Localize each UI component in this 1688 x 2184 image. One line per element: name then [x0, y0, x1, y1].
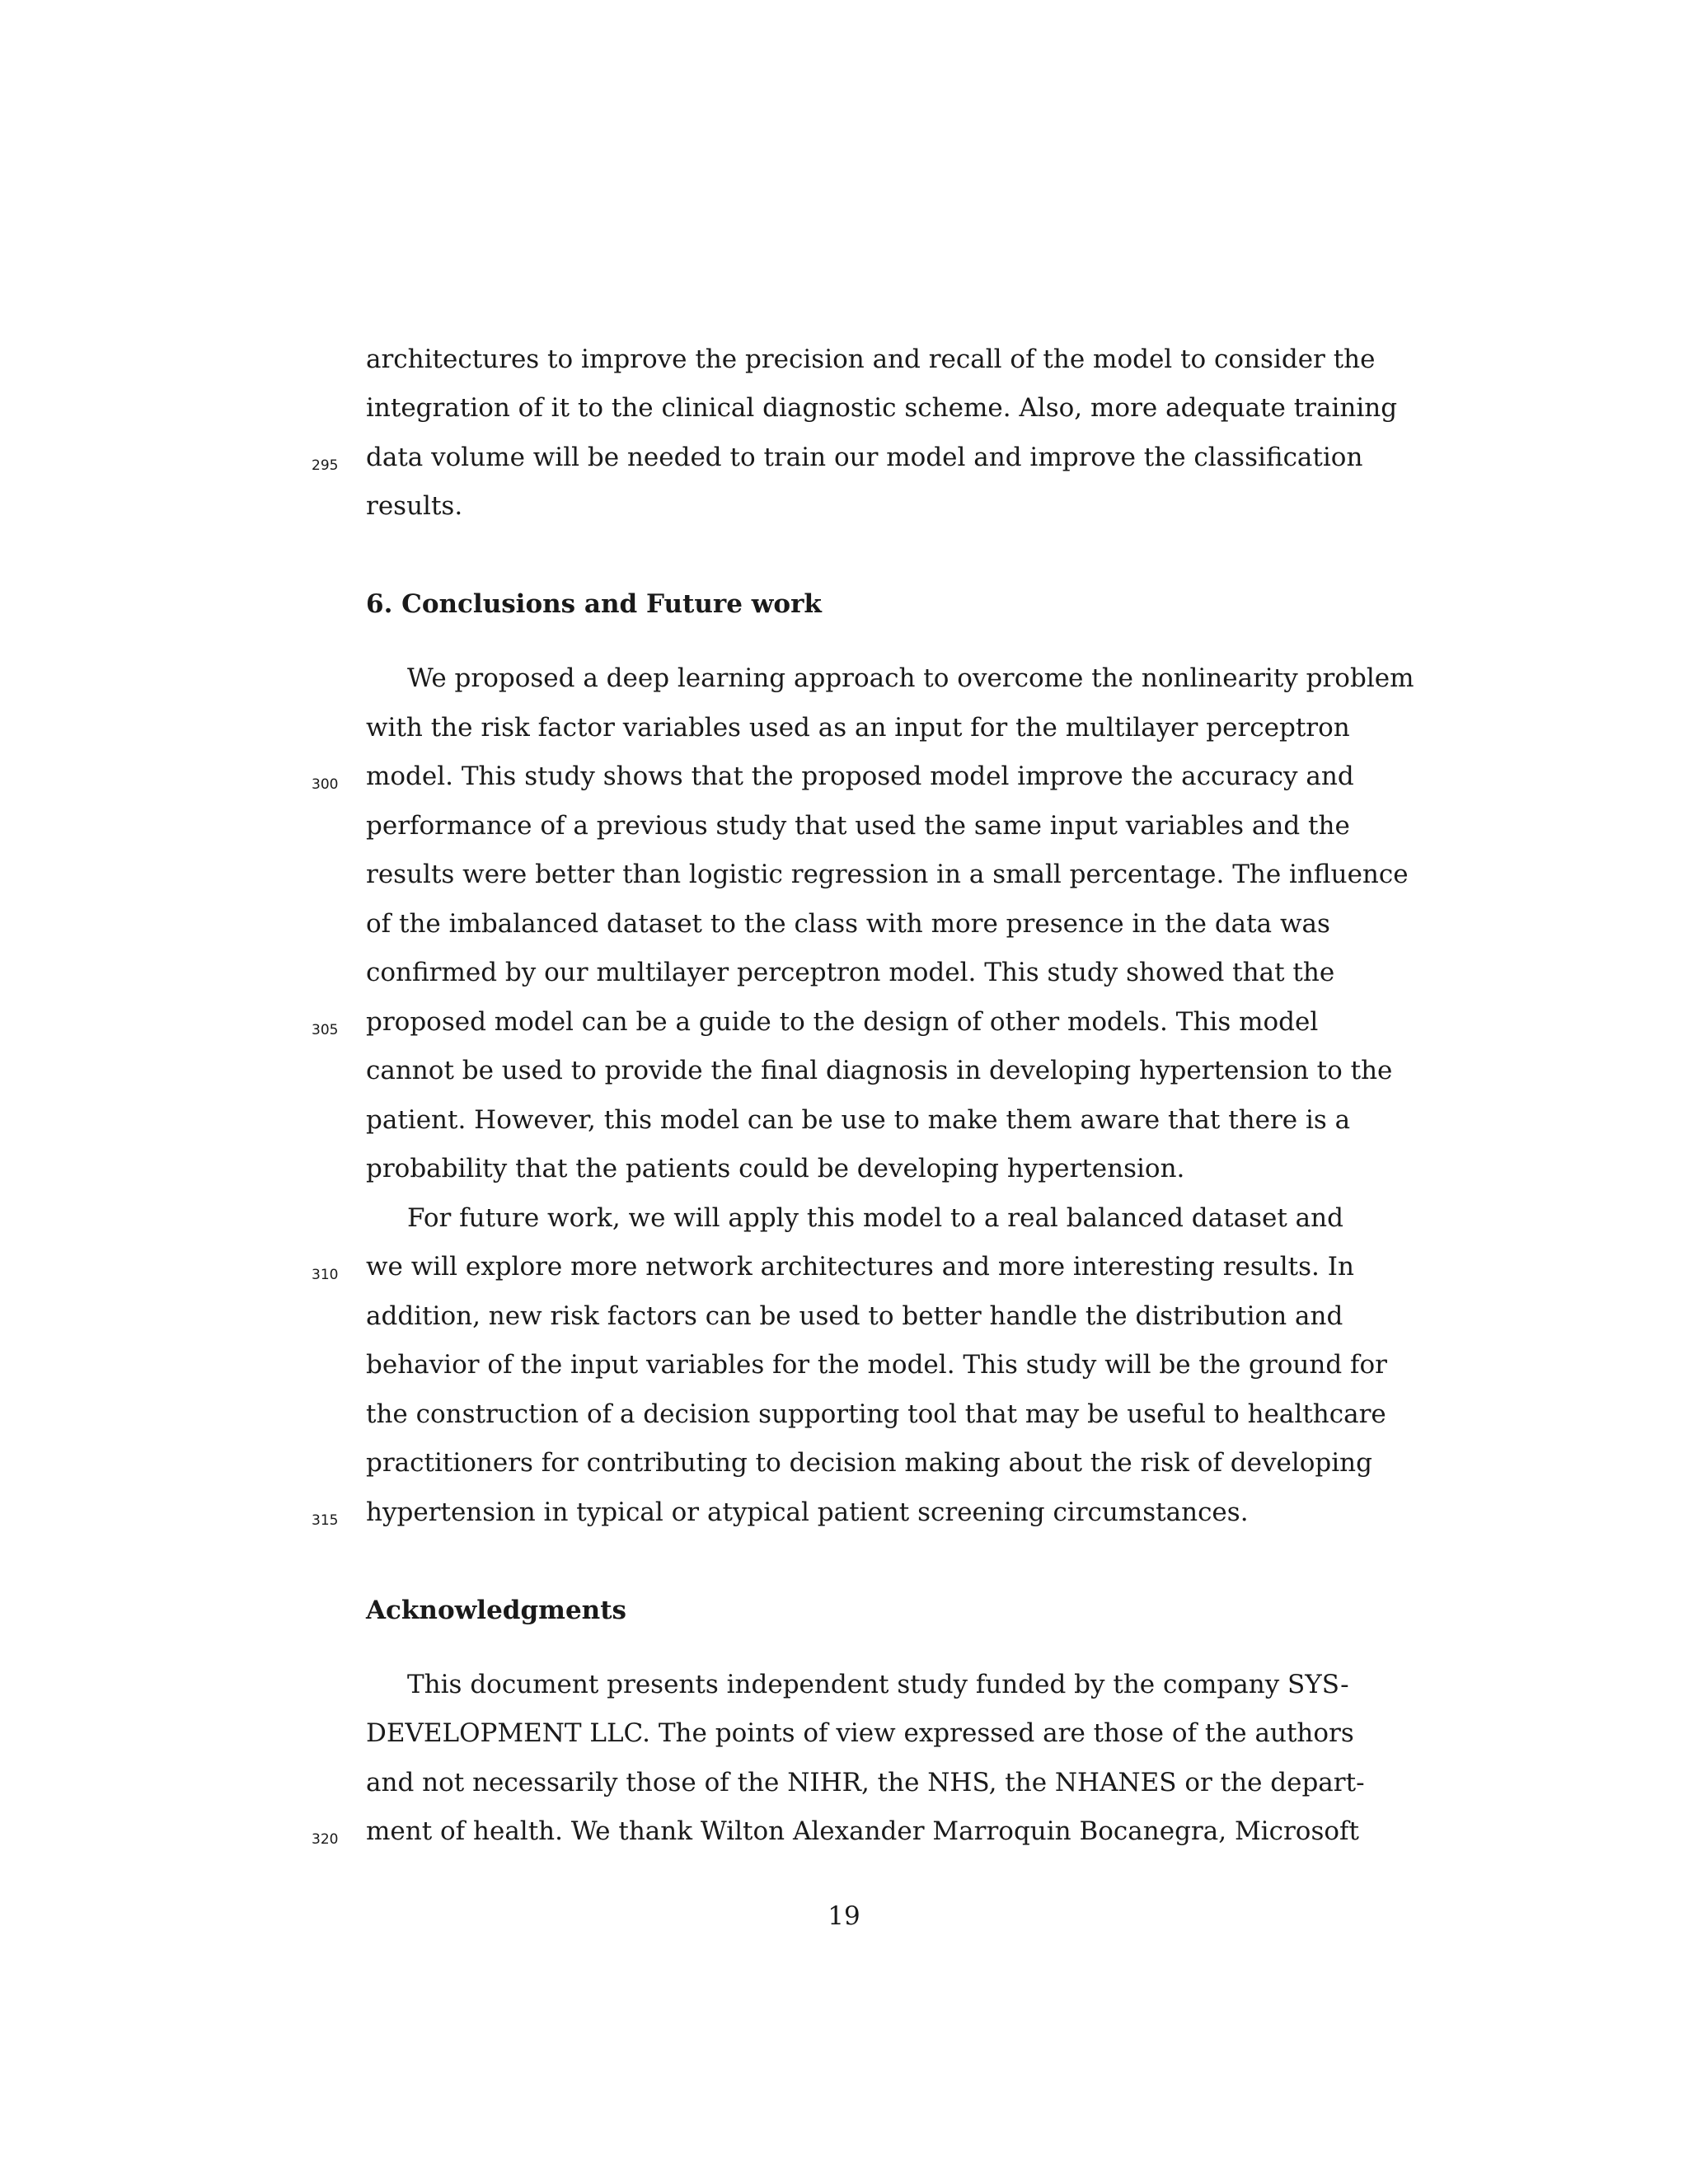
text-line: of the imbalanced dataset to the class with more presence in the data was: [366, 909, 1330, 939]
text-line: results were better than logistic regression in a small percentage. The influence: [366, 860, 1409, 889]
line-number: 320: [312, 1831, 339, 1848]
line-number: 305: [312, 1022, 339, 1038]
section-heading-acknowledgments: Acknowledgments: [366, 1596, 626, 1625]
text-line: results.: [366, 491, 463, 521]
line-number: 315: [312, 1512, 339, 1529]
text-line: DEVELOPMENT LLC. The points of view expressed are those of the authors: [366, 1718, 1354, 1748]
text-line: performance of a previous study that used the same input variables and the: [366, 811, 1350, 841]
text-line: cannot be used to provide the final diagnosis in developing hypertension to the: [366, 1056, 1393, 1085]
text-line: and not necessarily those of the NIHR, the NHS, the NHANES or the depart-: [366, 1768, 1365, 1797]
page-number: 19: [828, 1901, 860, 1931]
text-line: ment of health. We thank Wilton Alexander Marroquin Bocanegra, Microsoft: [366, 1816, 1359, 1846]
text-line: data volume will be needed to train our model and improve the classification: [366, 443, 1363, 472]
section-heading-conclusions: 6. Conclusions and Future work: [366, 589, 822, 619]
text-line: practitioners for contributing to decision making about the risk of developing: [366, 1448, 1372, 1478]
text-line: architectures to improve the precision and recall of the model to consider the: [366, 344, 1376, 374]
text-line: patient. However, this model can be use to make them aware that there is a: [366, 1105, 1351, 1135]
text-line: This document presents independent study funded by the company SYS-: [407, 1670, 1349, 1699]
text-line: we will explore more network architectures and more interesting results. In: [366, 1252, 1354, 1282]
text-line: We proposed a deep learning approach to overcome the nonlinearity problem: [407, 663, 1414, 693]
text-line: proposed model can be a guide to the design of other models. This model: [366, 1007, 1319, 1037]
line-number: 300: [312, 776, 339, 793]
text-line: confirmed by our multilayer perceptron model. This study showed that the: [366, 958, 1335, 987]
line-number: 310: [312, 1267, 339, 1283]
text-line: probability that the patients could be developing hypertension.: [366, 1154, 1185, 1183]
text-line: hypertension in typical or atypical patient screening circumstances.: [366, 1497, 1249, 1527]
text-line: integration of it to the clinical diagnostic scheme. Also, more adequate training: [366, 393, 1398, 423]
text-line: behavior of the input variables for the model. This study will be the ground for: [366, 1350, 1387, 1380]
text-line: model. This study shows that the proposed model improve the accuracy and: [366, 762, 1354, 791]
text-line: For future work, we will apply this model to a real balanced dataset and: [407, 1203, 1343, 1233]
text-line: the construction of a decision supporting tool that may be useful to healthcare: [366, 1399, 1386, 1429]
text-line: addition, new risk factors can be used to better handle the distribution and: [366, 1301, 1343, 1331]
text-line: with the risk factor variables used as an input for the multilayer perceptron: [366, 713, 1350, 743]
line-number: 295: [312, 457, 339, 474]
